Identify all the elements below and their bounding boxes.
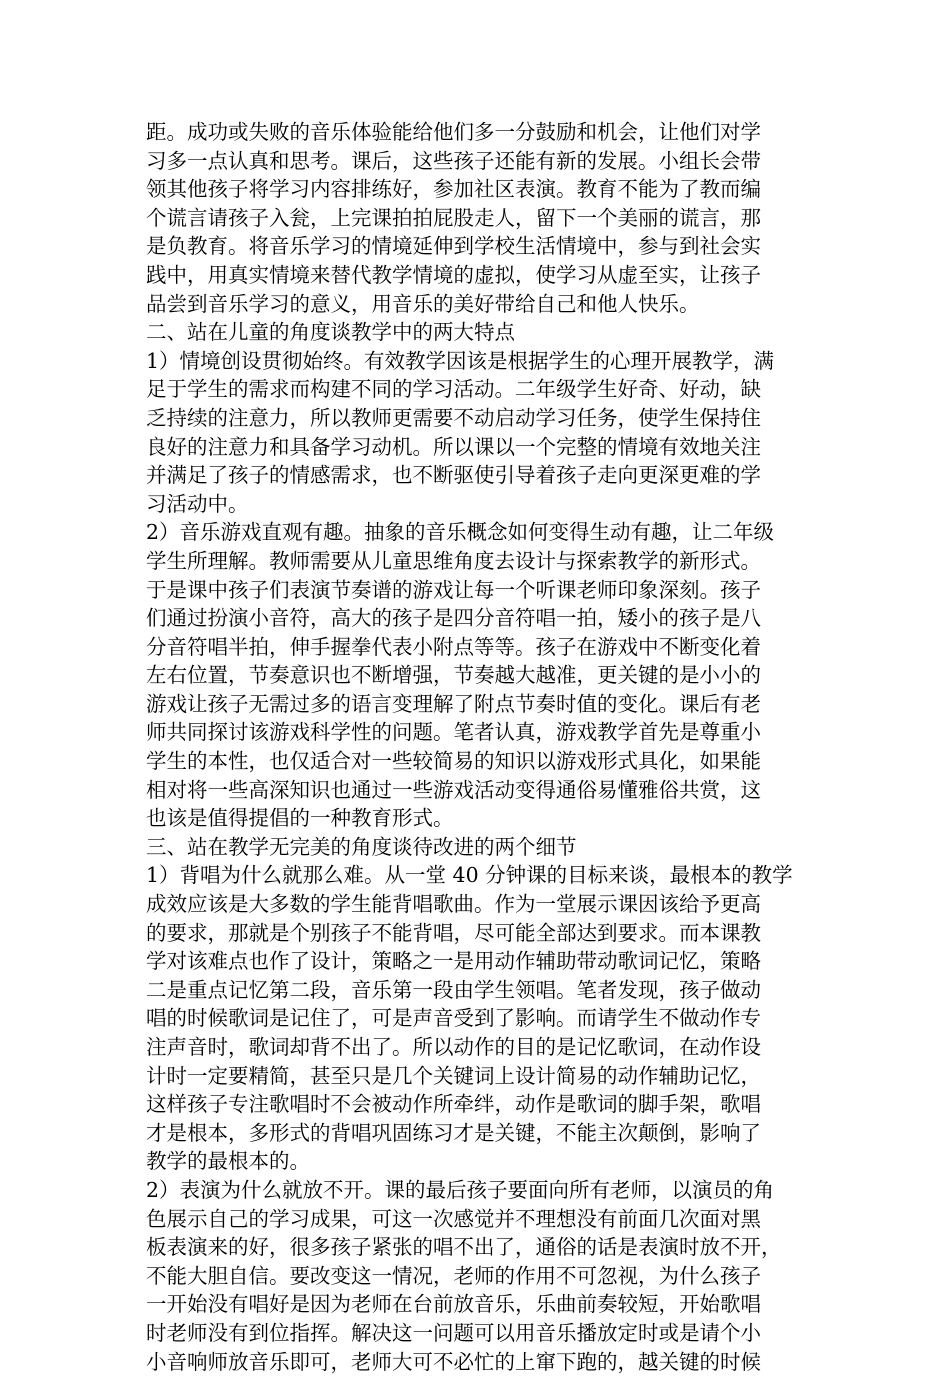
text-line: 1）背唱为什么就那么难。从一堂 40 分钟课的目标来谈，最根本的教学 — [146, 863, 793, 888]
text-line: 时老师没有到位指挥。解决这一问题可以用音乐播放定时或是请个小 — [146, 1320, 761, 1345]
section-heading: 二、站在儿童的角度谈教学中的两大特点 — [146, 320, 515, 345]
text-line: 不能大胆自信。要改变这一情况，老师的作用不可忽视，为什么孩子 — [146, 1263, 761, 1288]
text-line: 足于学生的需求而构建不同的学习活动。二年级学生好奇、好动，缺 — [146, 377, 761, 402]
text-line: 计时一定要精简，甚至只是几个关键词上设计简易的动作辅助记忆， — [146, 1063, 761, 1088]
text-line: 习多一点认真和思考。课后，这些孩子还能有新的发展。小组长会带 — [146, 148, 761, 173]
text-line: 也该是值得提倡的一种教育形式。 — [146, 806, 454, 831]
text-line: 二是重点记忆第二段，音乐第一段由学生领唱。笔者发现，孩子做动 — [146, 977, 761, 1002]
text-line: 们通过扮演小音符，高大的孩子是四分音符唱一拍，矮小的孩子是八 — [146, 606, 761, 631]
text-line: 唱的时候歌词是记住了，可是声音受到了影响。而请学生不做动作专 — [146, 1006, 761, 1031]
text-line: 2）音乐游戏直观有趣。抽象的音乐概念如何变得生动有趣，让二年级 — [146, 520, 775, 545]
text-line: 板表演来的好，很多孩子紧张的唱不出了，通俗的话是表演时放不开， — [146, 1235, 782, 1260]
text-line: 良好的注意力和具备学习动机。所以课以一个完整的情境有效地关注 — [146, 434, 761, 459]
text-line: 领其他孩子将学习内容排练好，参加社区表演。教育不能为了教而编 — [146, 177, 761, 202]
section-heading: 三、站在教学无完美的角度谈待改进的两个细节 — [146, 834, 577, 859]
text-line: 并满足了孩子的情感需求，也不断驱使引导着孩子走向更深更难的学 — [146, 463, 761, 488]
text-line: 小音响师放音乐即可，老师大可不必忙的上窜下跑的，越关键的时候 — [146, 1349, 761, 1374]
text-line: 色展示自己的学习成果，可这一次感觉并不理想没有前面几次面对黑 — [146, 1206, 761, 1231]
text-line: 是负教育。将音乐学习的情境延伸到学校生活情境中，参与到社会实 — [146, 234, 761, 259]
text-line: 个谎言请孩子入瓮，上完课拍拍屁股走人，留下一个美丽的谎言，那 — [146, 205, 761, 230]
text-line: 1）情境创设贯彻始终。有效教学因该是根据学生的心理开展教学，满 — [146, 348, 775, 373]
text-line: 2）表演为什么就放不开。课的最后孩子要面向所有老师，以演员的角 — [146, 1177, 775, 1202]
text-line: 品尝到音乐学习的意义，用音乐的美好带给自己和他人快乐。 — [146, 291, 700, 316]
text-line: 相对将一些高深知识也通过一些游戏活动变得通俗易懂雅俗共赏，这 — [146, 777, 761, 802]
text-line: 成效应该是大多数的学生能背唱歌曲。作为一堂展示课因该给予更高 — [146, 892, 761, 917]
text-line: 乏持续的注意力，所以教师更需要不动启动学习任务，使学生保持住 — [146, 405, 761, 430]
text-line: 学生的本性，也仅适合对一些较简易的知识以游戏形式具化，如果能 — [146, 749, 761, 774]
text-line: 距。成功或失败的音乐体验能给他们多一分鼓励和机会，让他们对学 — [146, 120, 761, 144]
text-line: 教学的最根本的。 — [146, 1149, 310, 1174]
text-line: 习活动中。 — [146, 491, 249, 516]
text-line: 于是课中孩子们表演节奏谱的游戏让每一个听课老师印象深刻。孩子 — [146, 577, 761, 602]
text-line: 师共同探讨该游戏科学性的问题。笔者认真，游戏教学首先是尊重小 — [146, 720, 761, 745]
text-line: 一开始没有唱好是因为老师在台前放音乐，乐曲前奏较短，开始歌唱 — [146, 1292, 761, 1317]
text-line: 这样孩子专注歌唱时不会被动作所牵绊，动作是歌词的脚手架，歌唱 — [146, 1092, 761, 1117]
text-line: 学对该难点也作了设计，策略之一是用动作辅助带动歌词记忆，策略 — [146, 949, 761, 974]
text-line: 注声音时，歌词却背不出了。所以动作的目的是记忆歌词，在动作设 — [146, 1035, 761, 1059]
text-line: 分音符唱半拍，伸手握拳代表小附点等等。孩子在游戏中不断变化着 — [146, 634, 761, 659]
text-line: 游戏让孩子无需过多的语言变理解了附点节奏时值的变化。课后有老 — [146, 691, 761, 716]
text-line: 左右位置，节奏意识也不断增强，节奏越大越准，更关键的是小小的 — [146, 663, 761, 688]
document-body — [146, 118, 816, 1376]
text-line: 践中，用真实情境来替代教学情境的虚拟，使学习从虚至实，让孩子 — [146, 262, 761, 287]
text-line: 学生所理解。教师需要从儿童思维角度去设计与探索教学的新形式。 — [146, 548, 761, 573]
text-line: 才是根本，多形式的背唱巩固练习才是关键，不能主次颠倒，影响了 — [146, 1120, 761, 1145]
text-line: 的要求，那就是个别孩子不能背唱，尽可能全部达到要求。而本课教 — [146, 920, 761, 945]
